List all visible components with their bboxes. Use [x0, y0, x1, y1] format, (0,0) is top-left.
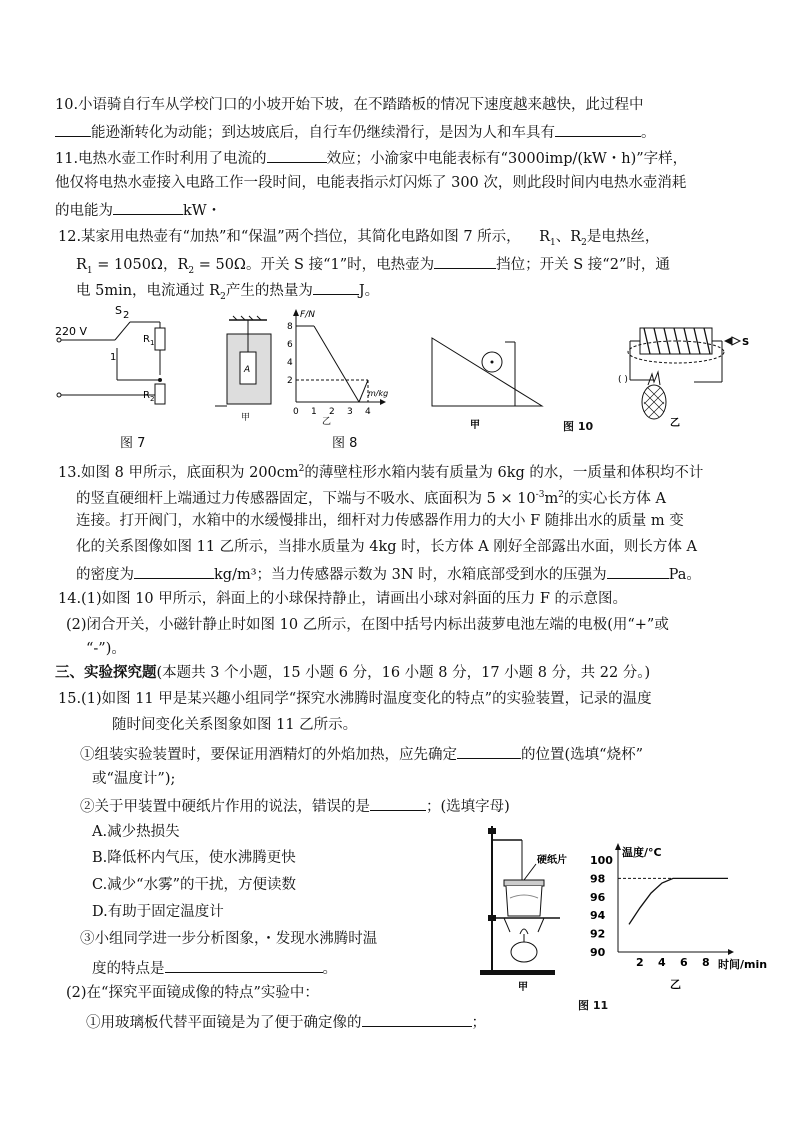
svg-text:乙: 乙 — [670, 418, 680, 429]
svg-text:A: A — [244, 365, 251, 375]
figure-10-incline — [430, 322, 550, 432]
section-3-heading: 三、实验探究题(本题共 3 个小题，15 小题 6 分，16 小题 8 分，17 小题 8 分，共 22 分。) — [55, 665, 651, 681]
svg-text:甲: 甲 — [470, 420, 480, 431]
y-tick-label: 96 — [590, 890, 606, 904]
q13-line1: 13.如图 8 甲所示，底面积为 $200cm^2$的薄壁柱形水箱内装有质量为 6kg 的水，一质量和体积均不计 — [58, 464, 704, 481]
q15-line8: (2)在“探究平面镜成像的特点”实验中： — [66, 985, 319, 1001]
answer-blank[interactable] — [607, 564, 669, 579]
q11-line2: 他仅将电热水壶接入电路工作一段时间，电能表指示灯闪烁了 300 次，则此段时间内电热水壶消耗 — [55, 175, 687, 191]
q15-line9: ①用玻璃板代替平面镜是为了便于确定像的 ； — [86, 1012, 486, 1032]
q11-line3: 的电能为 kW・ — [55, 200, 221, 220]
answer-blank[interactable] — [370, 796, 426, 811]
svg-text:3: 3 — [347, 407, 353, 417]
q12-line3: 电 5min，电流通过 $R_2$产生的热量为 J。 — [76, 280, 379, 306]
q14-line2: (2)闭合开关，小磁针静止时如图 10 乙所示，在图中括号内标出菠萝电池左端的电极(用“+”或 — [66, 617, 669, 633]
x-tick-label: 8 — [702, 956, 710, 969]
figure-8-caption: 图 8 — [332, 436, 358, 451]
svg-text:( ): ( ) — [618, 375, 628, 385]
svg-text:m/kg: m/kg — [368, 389, 389, 398]
q12-line2: $R_1 = 1050\Omega$，$R_2 = 50\Omega$。开关 S 接“1”时，电热壶为 挡位；开关 S 接“2”时，通 — [76, 254, 670, 280]
q14-line3: “-”)。 — [86, 641, 126, 657]
q10-line2: 能逊渐转化为动能；到达坡底后，自行车仍继续滑行，是因为人和车具有 。 — [55, 122, 656, 142]
chart-y-label: 温度/°C — [622, 846, 662, 859]
q15-line3: ①组装实验装置时，要保证用酒精灯的外焰加热，应先确定 的位置(选填“烧杯” — [80, 744, 643, 764]
q12-line1: 12.某家用电热壶有“加热”和“保温”两个挡位，其简化电路如图 7 所示， $R_1$、$R_2$是电热丝， — [58, 229, 660, 248]
svg-text:4: 4 — [365, 407, 371, 417]
option-a: A.减少热损失 — [92, 824, 180, 840]
svg-text:220 V: 220 V — [55, 325, 88, 338]
svg-text:F/N: F/N — [300, 310, 315, 320]
option-d: D.有助于固定温度计 — [92, 904, 224, 920]
r1-label: $R_1$ — [143, 334, 155, 347]
answer-blank[interactable] — [55, 122, 91, 137]
figure-11-apparatus — [480, 820, 590, 995]
q15-line2: 随时间变化关系图象如图 11 乙所示。 — [112, 717, 358, 733]
figure-11-chart — [582, 840, 782, 990]
figure-10-solenoid — [614, 322, 754, 434]
svg-text:2: 2 — [329, 407, 335, 417]
answer-blank[interactable] — [555, 122, 641, 137]
x-tick-label: 6 — [680, 956, 688, 969]
figure-7-caption: 图 7 — [120, 436, 146, 451]
svg-text:2: 2 — [287, 376, 293, 386]
svg-text:1: 1 — [110, 352, 117, 363]
r2-label: $R_2$ — [143, 390, 155, 403]
svg-text:甲: 甲 — [241, 413, 251, 423]
figure-8-graph — [282, 306, 392, 426]
svg-text:S: S — [115, 304, 122, 317]
q15-line6: ③小组同学进一步分析图象，・发现水沸腾时温 — [80, 931, 378, 947]
q14-line1: 14.(1)如图 10 甲所示，斜面上的小球保持静止，请画出小球对斜面的压力 F 的示意图。 — [58, 591, 628, 607]
svg-text:S: S — [742, 337, 750, 348]
y-tick-label: 90 — [590, 946, 606, 959]
chart-sub-label: 乙 — [670, 978, 681, 991]
svg-text:1: 1 — [311, 407, 317, 417]
answer-blank[interactable] — [434, 254, 496, 269]
chart-x-label: 时间/min — [718, 958, 768, 971]
figure-8-tank — [215, 314, 285, 423]
option-b: B.降低杯内气压，使水沸腾更快 — [92, 850, 296, 866]
svg-text:8: 8 — [287, 322, 293, 332]
q15-line1: 15.(1)如图 11 甲是某兴趣小组同学“探究水沸腾时温度变化的特点”的实验装置，记录的温度 — [58, 691, 652, 707]
fig8-x-ticks — [293, 407, 371, 417]
fig8-y-ticks — [287, 322, 293, 386]
svg-text:2: 2 — [123, 310, 130, 321]
q13-line5: 的密度为 kg/m³；当力传感器示数为 3N 时，水箱底部受到水的压强为 Pa。 — [76, 564, 701, 584]
x-tick-label: 4 — [658, 956, 666, 969]
y-tick-label: 98 — [590, 872, 606, 886]
figure-11-caption: 图 11 — [578, 999, 609, 1012]
svg-text:0: 0 — [293, 407, 299, 417]
option-c: C.减少“水雾”的干扰，方便读数 — [92, 877, 297, 893]
y-tick-label: 100 — [590, 854, 613, 867]
q13-line3: 连接。打开阀门，水箱中的水缓慢排出，细杆对力传感器作用力的大小 F 随排出水的质量 m 变 — [76, 513, 684, 529]
q15-line4: 或“温度计”); — [92, 771, 176, 787]
answer-blank[interactable] — [457, 744, 521, 759]
y-tick-label: 94 — [590, 909, 606, 923]
q13-line4: 化的关系图像如图 11 乙所示，当排水质量为 4kg 时，长方体 A 刚好全部露出水面，则长方体 A — [76, 539, 697, 555]
answer-blank[interactable] — [113, 200, 183, 215]
answer-blank[interactable] — [362, 1012, 472, 1027]
answer-blank[interactable] — [165, 958, 323, 973]
svg-text:4: 4 — [287, 358, 293, 368]
answer-blank[interactable] — [313, 280, 359, 295]
q10-line1: 10.小语骑自行车从学校门口的小坡开始下坡，在不踏踏板的情况下速度越来越快，此过程中 — [55, 97, 644, 113]
q15-line7: 度的特点是 。 — [92, 958, 337, 978]
q15-line5: ②关于甲装置中硬纸片作用的说法，错误的是 ；(选填字母) — [80, 796, 510, 816]
svg-text:6: 6 — [287, 340, 293, 350]
svg-text:甲: 甲 — [518, 982, 528, 993]
q13-line2: 的竖直硬细杆上端通过力传感器固定，下端与不吸水、底面积为 $5 \times 10^{-3}m^2$的实心长方体 A — [76, 490, 667, 507]
figure-7-circuit — [55, 300, 175, 410]
answer-blank[interactable] — [267, 148, 327, 163]
figure-10-caption: 图 10 — [563, 420, 594, 433]
temperature-series-line — [629, 878, 728, 924]
svg-text:乙: 乙 — [322, 417, 332, 427]
svg-text:硬纸片: 硬纸片 — [537, 855, 567, 866]
y-tick-label: 92 — [590, 927, 606, 941]
q11-line1: 11.电热水壶工作时利用了电流的 效应；小渝家中电能表标有“3000imp/(kW・h)”字样， — [55, 148, 687, 168]
x-tick-label: 2 — [636, 956, 644, 969]
answer-blank[interactable] — [134, 564, 214, 579]
